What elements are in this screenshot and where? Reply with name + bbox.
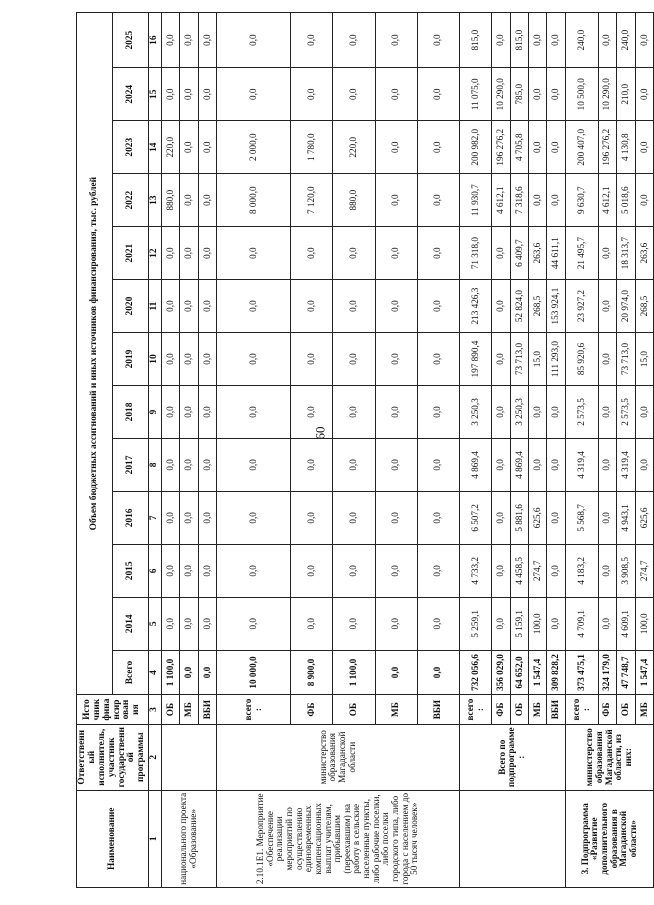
row-value: 0,0	[492, 386, 510, 439]
row-source: всего:	[565, 695, 598, 725]
row-value: 0,0	[492, 280, 510, 333]
row-value: 0,0	[547, 544, 565, 597]
row-value: 0,0	[492, 13, 510, 68]
row-value: 0,0	[198, 650, 216, 694]
row-value: 0,0	[198, 121, 216, 174]
row-value: 15,0	[635, 333, 654, 386]
row-value: 111 293,0	[547, 333, 565, 386]
row-value: 0,0	[417, 68, 459, 121]
row-value: 0,0	[492, 227, 510, 280]
row-value: 196 276,2	[598, 121, 617, 174]
row-value: 0,0	[291, 597, 333, 650]
row-value: 309 828,2	[547, 650, 565, 694]
row-value: 0,0	[417, 280, 459, 333]
header-col-number: 9	[149, 386, 162, 439]
row-value: 20 974,0	[617, 280, 636, 333]
row-name: 3. Подпрограмма «Развитие дополнительного образования в Магаданской области»	[565, 790, 654, 887]
row-value: 732 056,6	[459, 650, 491, 694]
row-value: 0,0	[217, 544, 291, 597]
row-value: 0,0	[492, 333, 510, 386]
row-value: 815,0	[459, 13, 491, 68]
row-value: 0,0	[217, 491, 291, 544]
row-value: 0,0	[180, 174, 198, 227]
row-source: МБ	[180, 695, 198, 725]
row-value: 8 000,0	[217, 174, 291, 227]
row-value: 0,0	[180, 544, 198, 597]
row-value: 5 568,7	[565, 491, 598, 544]
row-value: 0,0	[375, 68, 417, 121]
row-value: 73 713,0	[617, 333, 636, 386]
row-value: 0,0	[547, 68, 565, 121]
row-value: 0,0	[180, 13, 198, 68]
header-col-number: 8	[149, 438, 162, 491]
row-value: 0,0	[333, 438, 375, 491]
row-value: 4 869,4	[510, 438, 528, 491]
header-name: Наименование	[77, 790, 149, 887]
row-value: 10 000,0	[217, 650, 291, 694]
row-value: 85 920,6	[565, 333, 598, 386]
header-year: 2015	[113, 544, 149, 597]
row-value: 11 930,7	[459, 174, 491, 227]
row-value: 0,0	[198, 174, 216, 227]
row-value: 356 029,0	[492, 650, 510, 694]
row-value: 268,5	[529, 280, 547, 333]
row-source: всего:	[459, 695, 491, 725]
row-value: 1 780,0	[291, 121, 333, 174]
row-value: 0,0	[162, 333, 180, 386]
row-value: 0,0	[598, 386, 617, 439]
row-value: 0,0	[162, 280, 180, 333]
row-value: 0,0	[375, 280, 417, 333]
row-value: 4 130,8	[617, 121, 636, 174]
row-value: 0,0	[180, 68, 198, 121]
row-value: 0,0	[180, 227, 198, 280]
row-value: 4 869,4	[459, 438, 491, 491]
row-value: 44 611,1	[547, 227, 565, 280]
row-value: 0,0	[417, 333, 459, 386]
row-value: 4 319,4	[565, 438, 598, 491]
row-value: 0,0	[198, 386, 216, 439]
row-value: 0,0	[598, 491, 617, 544]
row-value: 0,0	[375, 597, 417, 650]
row-value: 0,0	[375, 174, 417, 227]
row-value: 0,0	[598, 438, 617, 491]
row-value: 210,0	[617, 68, 636, 121]
row-value: 2 573,5	[617, 386, 636, 439]
table-row	[162, 13, 180, 888]
row-value: 0,0	[217, 13, 291, 68]
row-value: 0,0	[333, 13, 375, 68]
row-value: 0,0	[333, 227, 375, 280]
row-value: 0,0	[635, 13, 654, 68]
row-value: 0,0	[417, 438, 459, 491]
row-value: 4 612,1	[492, 174, 510, 227]
row-value: 0,0	[417, 597, 459, 650]
row-value: 5 018,6	[617, 174, 636, 227]
row-value: 64 652,0	[510, 650, 528, 694]
row-value: 3 250,3	[459, 386, 491, 439]
row-value: 274,7	[529, 544, 547, 597]
row-value: 0,0	[529, 438, 547, 491]
row-value: 0,0	[217, 227, 291, 280]
row-source: ФБ	[598, 695, 617, 725]
row-value: 0,0	[291, 280, 333, 333]
row-value: 0,0	[291, 227, 333, 280]
funding-table	[76, 12, 654, 888]
row-value: 0,0	[180, 333, 198, 386]
row-value: 0,0	[417, 121, 459, 174]
row-value: 0,0	[375, 13, 417, 68]
row-value: 0,0	[529, 174, 547, 227]
header-source: Источник финансирования	[77, 695, 149, 725]
row-value: 73 713,0	[510, 333, 528, 386]
row-value: 0,0	[333, 280, 375, 333]
header-total: Всего	[113, 650, 149, 694]
row-value: 0,0	[291, 491, 333, 544]
header-year: 2022	[113, 174, 149, 227]
row-value: 196 276,2	[492, 121, 510, 174]
header-responsible: Ответственный исполнитель, участник государственной программы	[77, 724, 149, 790]
row-value: 4 705,8	[510, 121, 528, 174]
row-value: 0,0	[375, 544, 417, 597]
row-value: 4 458,5	[510, 544, 528, 597]
row-value: 8 900,0	[291, 650, 333, 694]
row-value: 0,0	[162, 438, 180, 491]
row-value: 0,0	[198, 68, 216, 121]
row-name	[459, 790, 565, 887]
row-value: 0,0	[547, 491, 565, 544]
row-value: 0,0	[162, 386, 180, 439]
row-value: 0,0	[547, 438, 565, 491]
row-value: 0,0	[529, 121, 547, 174]
row-value: 200 407,0	[565, 121, 598, 174]
header-col-number: 14	[149, 121, 162, 174]
row-value: 0,0	[180, 491, 198, 544]
row-value: 0,0	[180, 280, 198, 333]
row-value: 10 500,0	[565, 68, 598, 121]
row-value: 0,0	[333, 597, 375, 650]
row-responsible: министерство образования Магаданской области, из них:	[565, 724, 654, 790]
row-value: 0,0	[291, 333, 333, 386]
header-col-number: 12	[149, 227, 162, 280]
row-value: 1 547,4	[529, 650, 547, 694]
row-value: 1 100,0	[162, 650, 180, 694]
header-year: 2017	[113, 438, 149, 491]
row-value: 0,0	[198, 333, 216, 386]
row-value: 0,0	[180, 597, 198, 650]
row-value: 815,0	[510, 13, 528, 68]
row-value: 0,0	[217, 68, 291, 121]
row-value: 100,0	[529, 597, 547, 650]
row-value: 0,0	[547, 597, 565, 650]
row-value: 0,0	[375, 650, 417, 694]
row-value: 4 733,2	[459, 544, 491, 597]
header-year: 2014	[113, 597, 149, 650]
row-value: 0,0	[291, 386, 333, 439]
row-value: 10 290,0	[598, 68, 617, 121]
row-value: 0,0	[162, 544, 180, 597]
row-value: 0,0	[198, 491, 216, 544]
row-value: 0,0	[635, 68, 654, 121]
row-value: 3 250,3	[510, 386, 528, 439]
row-value: 324 179,0	[598, 650, 617, 694]
row-value: 0,0	[217, 280, 291, 333]
row-source: ОБ	[617, 695, 636, 725]
header-year: 2023	[113, 121, 149, 174]
row-value: 0,0	[598, 13, 617, 68]
row-value: 9 630,7	[565, 174, 598, 227]
row-source: всего:	[217, 695, 291, 725]
header-col-number: 11	[149, 280, 162, 333]
row-value: 0,0	[333, 333, 375, 386]
row-value: 0,0	[417, 174, 459, 227]
row-value: 1 100,0	[333, 650, 375, 694]
row-value: 0,0	[492, 597, 510, 650]
row-value: 0,0	[162, 13, 180, 68]
table-row	[565, 13, 598, 888]
row-value: 0,0	[291, 438, 333, 491]
row-value: 18 313,7	[617, 227, 636, 280]
row-value: 785,0	[510, 68, 528, 121]
header-col-number: 13	[149, 174, 162, 227]
row-value: 0,0	[547, 386, 565, 439]
row-responsible: министерство образования Магаданской области	[217, 724, 460, 790]
header-year: 2025	[113, 13, 149, 68]
row-value: 0,0	[291, 544, 333, 597]
row-value: 2 573,5	[565, 386, 598, 439]
row-value: 5 159,1	[510, 597, 528, 650]
row-value: 0,0	[375, 333, 417, 386]
header-col-number: 15	[149, 68, 162, 121]
row-value: 0,0	[417, 13, 459, 68]
row-value: 0,0	[217, 438, 291, 491]
header-col-number: 2	[149, 724, 162, 790]
row-source: ВБИ	[547, 695, 565, 725]
row-value: 52 824,0	[510, 280, 528, 333]
row-value: 0,0	[375, 491, 417, 544]
header-col-number: 4	[149, 650, 162, 694]
row-value: 0,0	[162, 597, 180, 650]
header-col-number: 3	[149, 695, 162, 725]
row-value: 0,0	[375, 121, 417, 174]
row-value: 0,0	[180, 386, 198, 439]
header-year: 2024	[113, 68, 149, 121]
row-value: 4 943,1	[617, 491, 636, 544]
row-value: 7 318,6	[510, 174, 528, 227]
row-value: 4 319,4	[617, 438, 636, 491]
row-value: 5 881,6	[510, 491, 528, 544]
row-value: 0,0	[162, 227, 180, 280]
row-value: 0,0	[492, 438, 510, 491]
row-value: 0,0	[217, 386, 291, 439]
row-value: 5 259,1	[459, 597, 491, 650]
row-responsible: Всего по подпрограмме:	[459, 724, 565, 790]
row-value: 6 507,2	[459, 491, 491, 544]
row-value: 0,0	[598, 333, 617, 386]
row-value: 213 426,3	[459, 280, 491, 333]
row-value: 0,0	[529, 68, 547, 121]
row-value: 0,0	[375, 386, 417, 439]
row-value: 0,0	[529, 386, 547, 439]
row-value: 4 183,2	[565, 544, 598, 597]
row-name: национального проекта «Образование»	[162, 790, 217, 887]
row-value: 0,0	[598, 280, 617, 333]
row-value: 71 318,0	[459, 227, 491, 280]
row-value: 0,0	[162, 491, 180, 544]
row-value: 0,0	[492, 491, 510, 544]
row-source: МБ	[529, 695, 547, 725]
row-value: 263,6	[529, 227, 547, 280]
row-value: 0,0	[417, 491, 459, 544]
row-value: 625,6	[529, 491, 547, 544]
header-year: 2021	[113, 227, 149, 280]
row-value: 7 120,0	[291, 174, 333, 227]
row-value: 23 927,2	[565, 280, 598, 333]
row-value: 3 908,5	[617, 544, 636, 597]
row-value: 11 075,0	[459, 68, 491, 121]
row-value: 0,0	[635, 386, 654, 439]
row-value: 0,0	[198, 544, 216, 597]
row-value: 4 709,1	[565, 597, 598, 650]
row-value: 0,0	[598, 227, 617, 280]
row-source: ВБИ	[198, 695, 216, 725]
header-year: 2019	[113, 333, 149, 386]
row-value: 0,0	[492, 544, 510, 597]
row-value: 0,0	[547, 174, 565, 227]
row-value: 1 547,4	[635, 650, 654, 694]
row-value: 10 290,0	[492, 68, 510, 121]
row-value: 220,0	[162, 121, 180, 174]
row-value: 0,0	[198, 227, 216, 280]
row-value: 0,0	[291, 13, 333, 68]
header-col-number: 10	[149, 333, 162, 386]
header-col-number: 7	[149, 491, 162, 544]
row-value: 4 609,1	[617, 597, 636, 650]
row-value: 200 982,0	[459, 121, 491, 174]
page-number: 60	[312, 426, 327, 440]
row-source: ВБИ	[417, 695, 459, 725]
row-value: 0,0	[198, 280, 216, 333]
row-value: 153 924,1	[547, 280, 565, 333]
header-col-number: 1	[149, 790, 162, 887]
row-value: 373 475,1	[565, 650, 598, 694]
row-value: 274,7	[635, 544, 654, 597]
table-row	[459, 13, 491, 888]
row-value: 0,0	[598, 597, 617, 650]
row-source: МБ	[375, 695, 417, 725]
row-value: 100,0	[635, 597, 654, 650]
row-value: 880,0	[333, 174, 375, 227]
row-value: 0,0	[635, 438, 654, 491]
row-responsible	[162, 724, 217, 790]
row-value: 0,0	[180, 121, 198, 174]
row-value: 15,0	[529, 333, 547, 386]
row-value: 0,0	[417, 544, 459, 597]
row-value: 0,0	[417, 650, 459, 694]
row-value: 47 748,7	[617, 650, 636, 694]
row-value: 0,0	[180, 650, 198, 694]
header-funding: Объем бюджетных ассигнований и иных источников финансирования, тыс. рублей	[77, 13, 113, 695]
row-value: 220,0	[333, 121, 375, 174]
row-value: 0,0	[417, 386, 459, 439]
row-value: 0,0	[333, 386, 375, 439]
row-value: 21 495,7	[565, 227, 598, 280]
header-year: 2020	[113, 280, 149, 333]
row-source: МБ	[635, 695, 654, 725]
row-source: ФБ	[291, 695, 333, 725]
row-value: 625,6	[635, 491, 654, 544]
row-value: 0,0	[635, 121, 654, 174]
row-source: ОБ	[510, 695, 528, 725]
row-value: 4 612,1	[598, 174, 617, 227]
row-value: 263,6	[635, 227, 654, 280]
row-value: 6 409,7	[510, 227, 528, 280]
row-value: 0,0	[291, 68, 333, 121]
row-value: 0,0	[547, 121, 565, 174]
table-row	[217, 13, 291, 888]
header-col-number: 6	[149, 544, 162, 597]
row-value: 0,0	[198, 597, 216, 650]
row-value: 0,0	[375, 227, 417, 280]
row-value: 0,0	[598, 544, 617, 597]
row-value: 0,0	[375, 438, 417, 491]
row-value: 0,0	[417, 227, 459, 280]
row-value: 268,5	[635, 280, 654, 333]
row-value: 0,0	[333, 491, 375, 544]
row-value: 0,0	[162, 68, 180, 121]
row-source: ОБ	[162, 695, 180, 725]
row-value: 0,0	[547, 13, 565, 68]
header-col-number: 5	[149, 597, 162, 650]
row-value: 0,0	[198, 438, 216, 491]
row-value: 0,0	[333, 544, 375, 597]
row-value: 0,0	[333, 68, 375, 121]
row-value: 0,0	[198, 13, 216, 68]
row-value: 2 000,0	[217, 121, 291, 174]
row-value: 240,0	[617, 13, 636, 68]
header-year: 2018	[113, 386, 149, 439]
row-value: 240,0	[565, 13, 598, 68]
row-source: ФБ	[492, 695, 510, 725]
header-col-number: 16	[149, 13, 162, 68]
rotated-table-wrapper	[76, 12, 649, 888]
row-value: 0,0	[180, 438, 198, 491]
row-source: ОБ	[333, 695, 375, 725]
row-name: 2.10.1Е1. Мероприятие «Обеспечение реализации мероприятий по осуществлению единовременных компенсационных выплат учителям, прибывшим (переехавшим) на работу в сельские населенные пункты, либо рабочие поселки, либо поселки городского типа, либо города с населением до 50 тысяч человек»	[217, 790, 460, 887]
row-value: 0,0	[529, 13, 547, 68]
row-value: 880,0	[162, 174, 180, 227]
row-value: 0,0	[217, 333, 291, 386]
row-value: 0,0	[217, 597, 291, 650]
header-year: 2016	[113, 491, 149, 544]
row-value: 0,0	[635, 174, 654, 227]
row-value: 197 890,4	[459, 333, 491, 386]
